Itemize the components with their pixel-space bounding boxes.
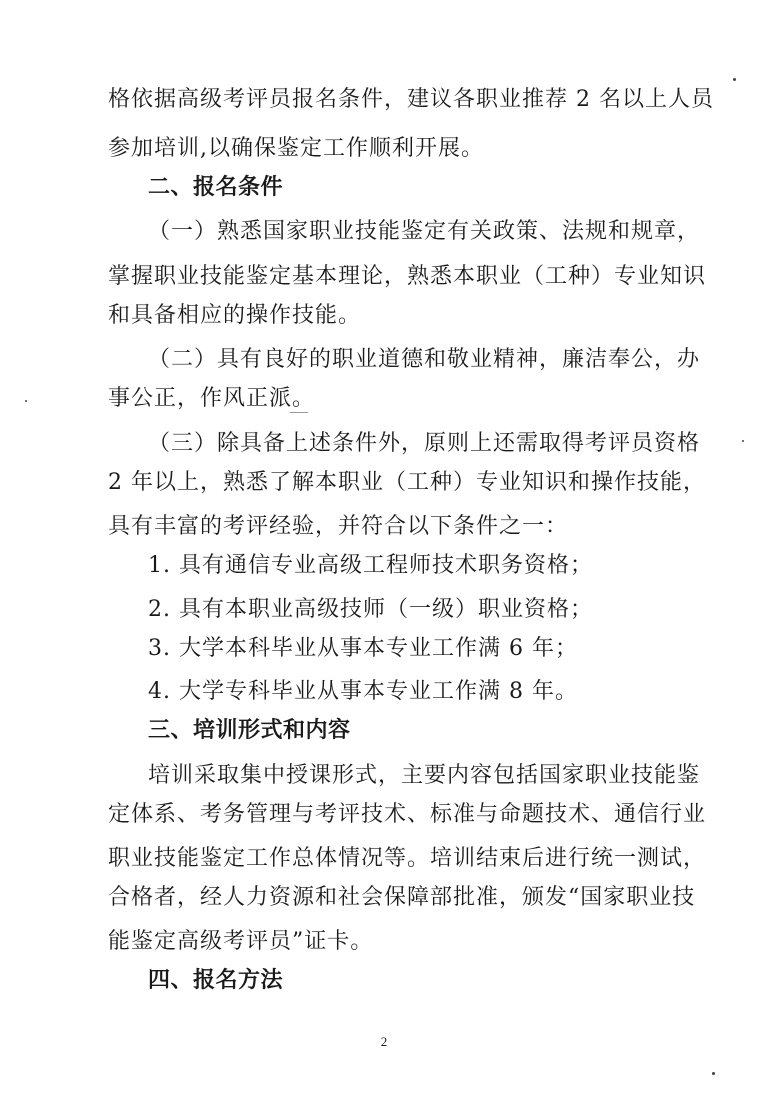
list-item: 3. 大学本科毕业从事本专业工作满 6 年；	[148, 636, 578, 661]
section-heading-training-content: 三、培训形式和内容	[148, 718, 351, 743]
paragraph-line: （二）具有良好的职业道德和敬业精神，廉洁奉公，办	[148, 347, 701, 372]
scan-speck	[25, 400, 27, 402]
list-item: 2. 具有本职业高级技师（一级）职业资格；	[148, 597, 593, 622]
list-item: 1. 具有通信专业高级工程师技术职务资格；	[148, 553, 593, 578]
paragraph-line: 参加培训,以确保鉴定工作顺利开展。	[108, 136, 484, 161]
list-item: 4. 大学专科毕业从事本专业工作满 8 年。	[148, 679, 578, 704]
page-number: 2	[380, 1034, 388, 1049]
paragraph-line: 和具备相应的操作技能。	[108, 303, 362, 328]
paragraph-line: 能鉴定高级考评员”证卡。	[108, 929, 374, 954]
section-heading-registration-conditions: 二、报名条件	[148, 175, 284, 200]
scan-speck	[733, 78, 736, 81]
paragraph-line: 具有丰富的考评经验，并符合以下条件之一：	[108, 514, 569, 539]
paragraph-line: 培训采取集中授课形式，主要内容包括国家职业技能鉴	[148, 763, 701, 788]
paragraph-line: 职业技能鉴定工作总体情况等。培训结束后进行统一测试，	[108, 846, 707, 871]
paragraph-line: 掌握职业技能鉴定基本理论，熟悉本职业（工种）专业知识	[108, 264, 707, 289]
scan-speck	[742, 440, 744, 442]
paragraph-line: 格依据高级考评员报名条件，建议各职业推荐 2 名以上人员	[108, 87, 714, 112]
paragraph-line: 2 年以上，熟悉了解本职业（工种）专业知识和操作技能，	[108, 470, 706, 495]
paragraph-line: （一）熟悉国家职业技能鉴定有关政策、法规和规章，	[148, 219, 701, 244]
scan-mark	[290, 412, 308, 413]
paragraph-line: （三）除具备上述条件外，原则上还需取得考评员资格	[148, 431, 701, 456]
paragraph-line: 合格者，经人力资源和社会保障部批准，颁发“国家职业技	[108, 885, 696, 910]
section-heading-registration-method: 四、报名方法	[148, 968, 284, 993]
scan-speck	[712, 1072, 715, 1075]
paragraph-line: 定体系、考务管理与考评技术、标准与命题技术、通信行业	[108, 802, 707, 827]
paragraph-line: 事公正，作风正派。	[108, 386, 316, 411]
